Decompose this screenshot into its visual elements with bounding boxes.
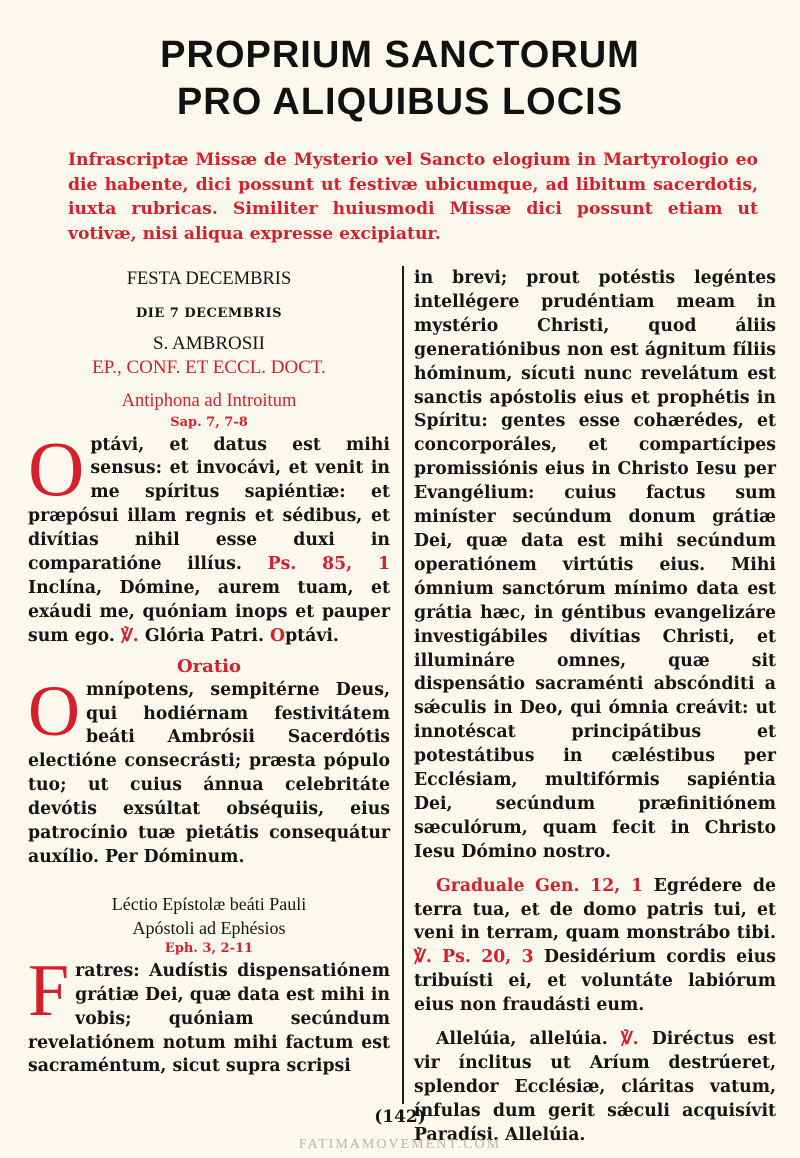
lectio-heading-line-1: Léctio Epístolæ beáti Pauli bbox=[111, 893, 307, 914]
intro-rubric: Infrascriptæ Missæ de Mysterio vel Sancto elogium in Martyrologio eo die habente, dici possunt ut festivæ ubicumque, ad libitum sacerdotis, iuxta rubricas. Similiter huiusmodi Missæ dici possunt etiam ut votivæ, nisi aliqua expresse excipiatur. bbox=[68, 150, 758, 244]
introit-heading: Antiphona ad Introitum bbox=[121, 390, 297, 411]
graduale-label: Graduale Gen. 12, 1 bbox=[436, 875, 643, 896]
lectio-text: ratres: Audístis dispensatiónem grátiæ Dei, quæ data est mihi in vobis; quóniam secúndum revelatiónem notum mihi factum est sacraméntum, sicut supra scripsi bbox=[28, 960, 390, 1077]
alleluia-opening: Allelúia, allelúia. bbox=[436, 1029, 608, 1050]
page-number: (142) bbox=[374, 1107, 426, 1127]
title-line-1: PROPRIUM SANCTORUM bbox=[160, 34, 640, 76]
oratio-text: mnípotens, sempitérne Deus, qui hodiérnam festivitátem beáti Ambrósii Sacerdótis electióne consecrásti; præsta pópulo tuo; ut cuius ánnua celebritáte devótis exsúltat obséquiis, eius patrocínio tuæ pietátis consequátur auxílio. Per Dóminum. bbox=[28, 679, 390, 867]
lectio-initial: F bbox=[28, 949, 70, 1032]
column-divider bbox=[402, 266, 404, 1104]
gloria-text: Glória Patri. bbox=[144, 625, 264, 646]
lectio-ref: Eph. 3, 2-11 bbox=[164, 940, 254, 956]
oratio-heading: Oratio bbox=[177, 655, 241, 677]
alleluia-paragraph bbox=[414, 1028, 776, 1148]
graduale-text: Egrédere de terra tua, et de domo patris tui, et veni in terram, quam monstrábo tibi. bbox=[414, 875, 776, 944]
introit-initial: O bbox=[28, 424, 85, 512]
graduale-versicle-ref: ℣. Ps. 20, 3 bbox=[414, 947, 534, 968]
festa-heading: FESTA DECEMBRIS bbox=[126, 269, 292, 289]
saint-name: S. AMBROSII bbox=[153, 332, 265, 354]
introit-psalm-text: Inclína, Dómine, aurem tuam, et exáudi me, quóniam inops et pauper sum ego. bbox=[28, 577, 390, 646]
lectio-continuation: in brevi; prout potéstis legéntes intellégere prudéntiam meam in mystério Christi, quod áliis generatiónibus non est ágnitum fíliis hóminum, sícuti nunc revelátum est sanctis apóstolis eius et prophétis in Spíritu: gentes esse cohærédes, et concorporáles, et compartícipes promissiónis eius in Christo Iesu per Evangélium: cuius factus sum miníster secúndum donum grátiæ Dei, quæ data est mihi secúndum operatiónem virtútis eius. Mihi ómnium sanctórum mínimo data est grátia hæc, in géntibus evangelizáre investigábiles divítias Christi, et illumináre omnes, quæ sit dispensátio sacraménti abscónditi a sǽculis in Deo, qui ómnia creávit: ut innotéscat principátibus et potestátibus in cæléstibus per Ecclésiam, multifórmis sapiéntia Dei, secúndum præfinitiónem sæculórum, quam fecit in Christo Iesu Dómino nostro. bbox=[414, 268, 776, 862]
watermark: FATIMAMOVEMENT.COM bbox=[298, 1137, 502, 1152]
versicle-symbol: ℣. bbox=[120, 625, 139, 646]
alleluia-versicle-symbol: ℣. bbox=[620, 1029, 639, 1050]
repeat-rest: ptávi. bbox=[285, 625, 339, 646]
left-column bbox=[28, 268, 390, 1079]
saint-title: EP., CONF. ET ECCL. DOCT. bbox=[92, 356, 326, 378]
title-line-2: PRO ALIQUIBUS LOCIS bbox=[176, 81, 624, 123]
oratio-initial: O bbox=[28, 670, 80, 751]
oratio-paragraph bbox=[28, 670, 390, 870]
lectio-paragraph bbox=[28, 949, 390, 1080]
introit-text: ptávi, et datus est mihi sensus: et invocávi, et venit in me spíritus sapiéntiæ: et præpósui illam regnis et sédibus, et divítias nihil esse duxi in comparatióne illíus. bbox=[28, 434, 390, 575]
alleluia-text: Diréctus est vir ínclitus ut Aríum destrúeret, splendor Ecclésiæ, cláritas vatum, ínfulas dum gerit sǽculi acquisívit Paradísi. Allelúia. bbox=[414, 1029, 776, 1145]
introit-ref: Sap. 7, 7-8 bbox=[170, 414, 248, 430]
introit-paragraph bbox=[28, 424, 390, 649]
right-column bbox=[414, 267, 776, 1148]
repeat-initial: O bbox=[270, 625, 286, 646]
graduale-paragraph bbox=[414, 875, 776, 1018]
date-heading: DIE 7 DECEMBRIS bbox=[136, 305, 282, 321]
page-title bbox=[0, 32, 800, 126]
lectio-heading bbox=[28, 892, 390, 940]
introit-psalm-ref: Ps. 85, 1 bbox=[267, 554, 390, 575]
graduale-versicle-text: Desidérium cordis eius tribuísti ei, et voluntáte labiórum eius non fraudásti eum. bbox=[414, 947, 776, 1016]
lectio-heading-line-2: Apóstoli ad Ephésios bbox=[132, 917, 286, 938]
